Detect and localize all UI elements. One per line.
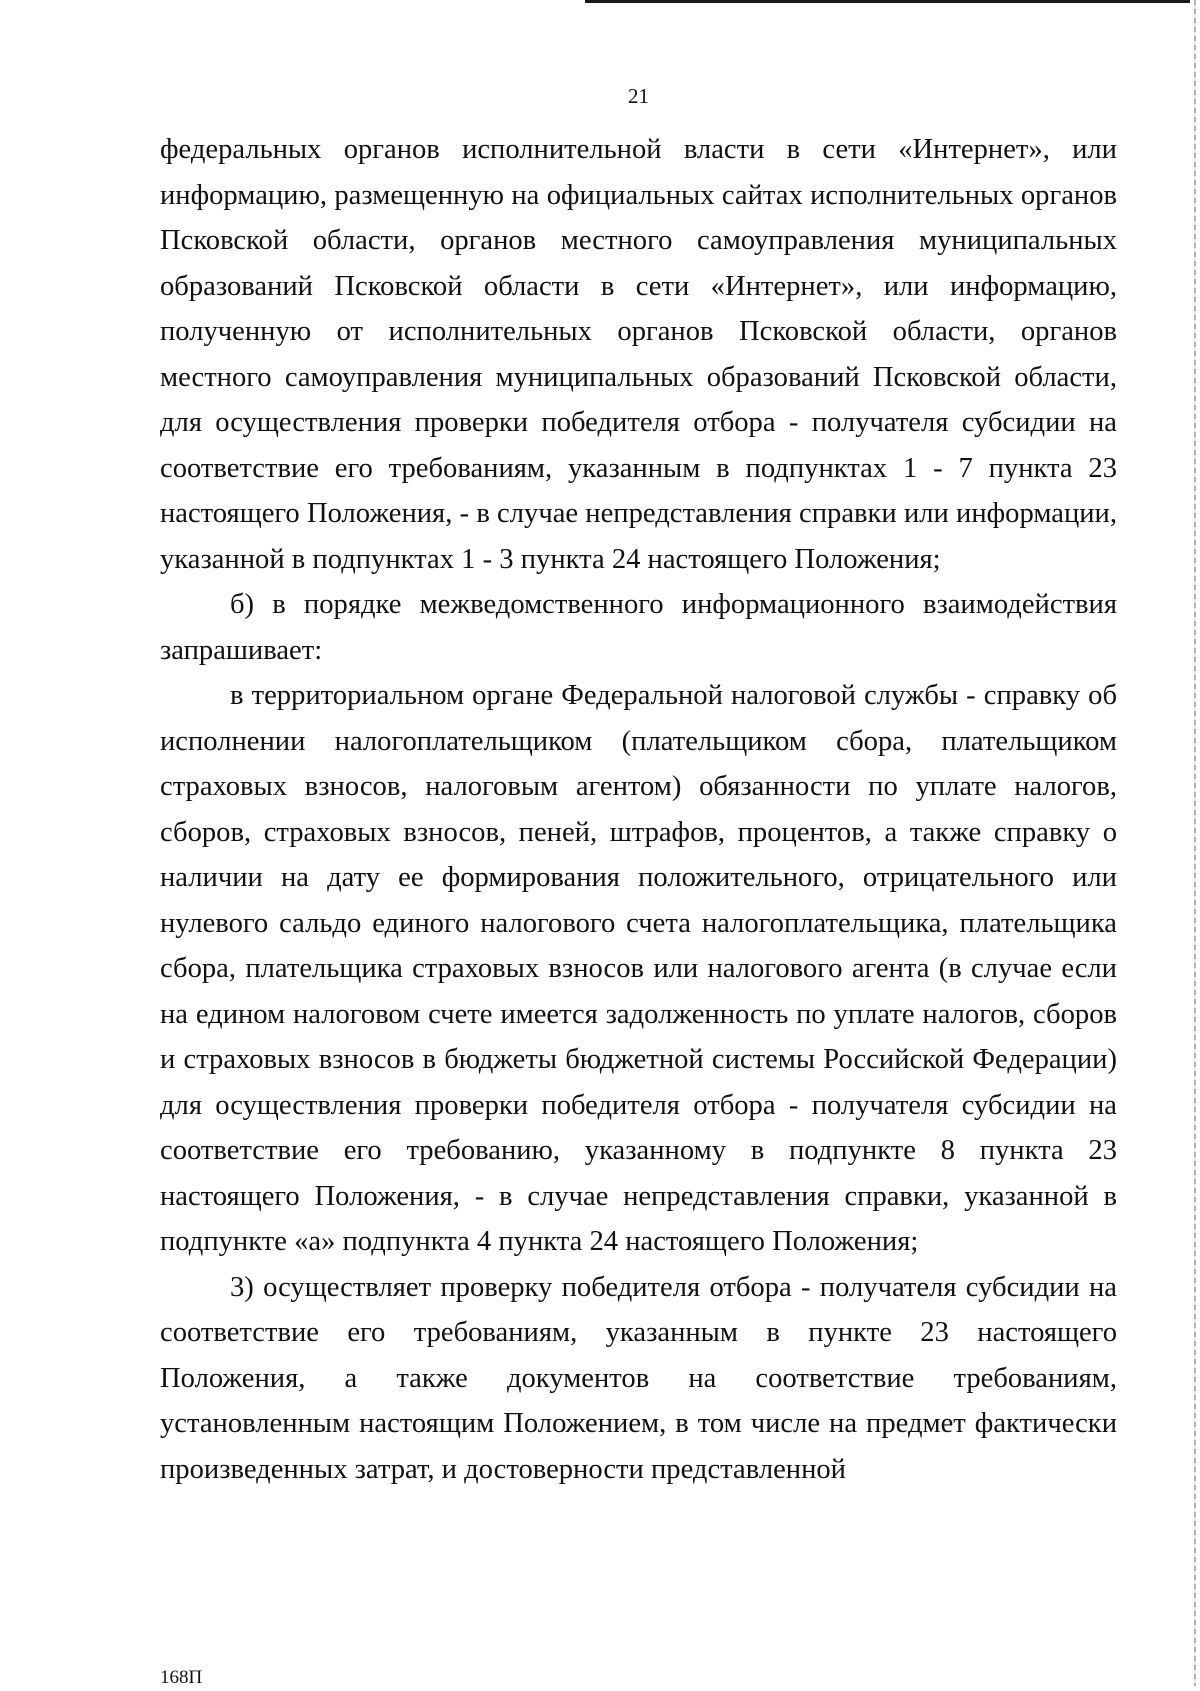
paragraph-item-3: 3) осуществляет проверку победителя отбора - получателя субсидии на соответствие его требованиям, указанным в пункте 23 настоящего Положения, а также документов на соответствие требованиям, установленным настоящим Положением, в том числе на предмет фактически произведенных затрат, и достоверности представленной [160,1271,1117,1485]
scan-right-edge [1194,0,1196,1686]
document-body [160,127,1117,1492]
paragraph-continuation: федеральных органов исполнительной власти в сети «Интернет», или информацию, размещенную на официальных сайтах исполнительных органов Псковской области, органов местного самоуправления муниципальных образований Псковской области в сети «Интернет», или информацию, полученную от исполнительных органов Псковской области, органов местного самоуправления муниципальных образований Псковской области, для осуществления проверки победителя отбора - получателя субсидии на соответствие его требованиям, указанным в подпунктах 1 - 7 пункта 23 настоящего Положения, - в случае непредставления справки или информации, указанной в подпунктах 1 - 3 пункта 24 настоящего Положения; [160,134,1117,575]
paragraph-subitem-b: б) в порядке межведомственного информационного взаимодействия запрашивает: [160,589,1117,666]
top-edge-rule [585,0,1190,3]
footer-document-code: 168П [160,1667,203,1688]
page-number: 21 [628,84,649,108]
paragraph-tax-service: в территориальном органе Федеральной налоговой службы - справку об исполнении налогоплательщиком (плательщиком сбора, плательщиком страховых взносов, налоговым агентом) обязанности по уплате налогов, сборов, страховых взносов, пеней, штрафов, процентов, а также справку о наличии на дату ее формирования положительного, отрицательного или нулевого сальдо единого налогового счета налогоплательщика, плательщика сбора, плательщика страховых взносов или налогового агента (в случае если на едином налоговом счете имеется задолженность по уплате налогов, сборов и страховых взносов в бюджеты бюджетной системы Российской Федерации) для осуществления проверки победителя отбора - получателя субсидии на соответствие его требованию, указанному в подпункте 8 пункта 23 настоящего Положения, - в случае непредставления справки, указанной в подпункте «а» подпункта 4 пункта 24 настоящего Положения; [160,680,1117,1257]
